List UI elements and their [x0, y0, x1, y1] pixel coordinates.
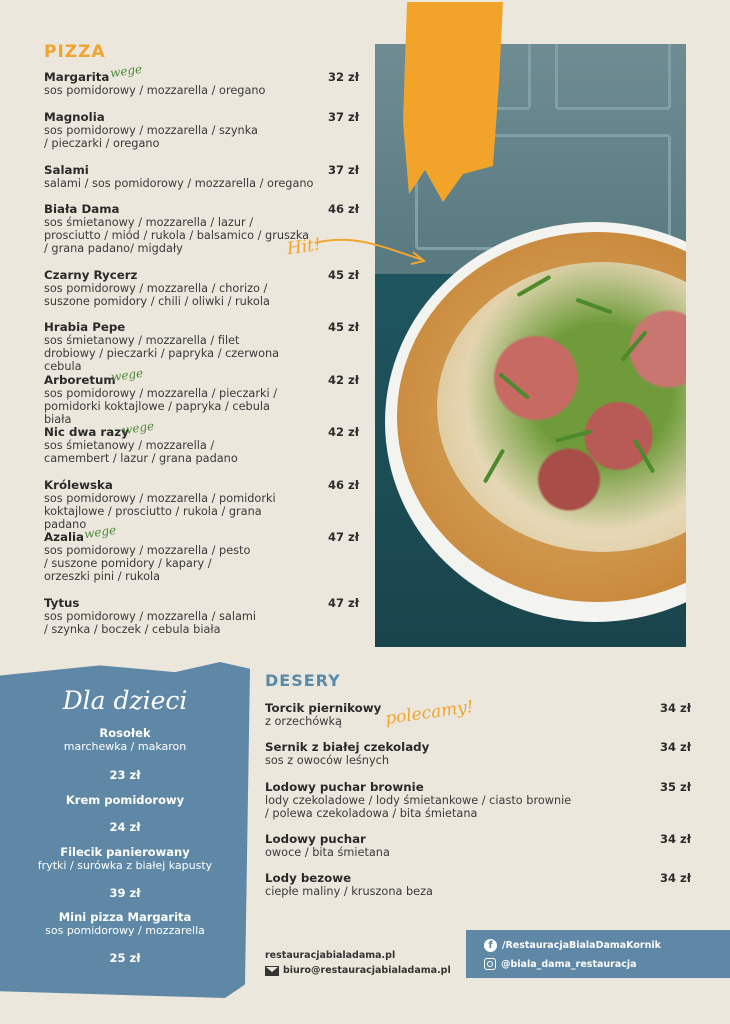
dessert-desc: z orzechówką [265, 715, 342, 728]
kids-item [0, 846, 250, 872]
dessert-desc: lody czekoladowe / lody śmietankowe / ciasto brownie / polewa czekoladowa / bita śmietana [265, 794, 572, 820]
pizza-name: Królewska [44, 478, 113, 492]
mail-icon [265, 966, 279, 976]
dessert-item [265, 701, 691, 728]
pizza-price: 42 zł [328, 373, 359, 387]
pizza-item [44, 70, 359, 97]
pizza-desc: sos pomidorowy / mozzarella / oregano [44, 84, 266, 97]
kids-item-name: Filecik panierowany [60, 845, 190, 859]
kids-item-name: Mini pizza Margarita [58, 910, 192, 924]
pizza-item [44, 596, 359, 636]
dessert-item [265, 832, 691, 859]
pizza-name: Salami [44, 163, 89, 177]
wege-tag: wege [83, 522, 117, 542]
pizza-name: Tytus [44, 596, 80, 610]
pizza-name: Azalia [44, 530, 85, 544]
pizza-desc: sos pomidorowy / mozzarella / salami / szynka / boczek / cebula biała [44, 610, 257, 636]
dessert-item [265, 871, 691, 898]
pizza-item [44, 163, 359, 190]
instagram-handle: @biala_dama_restauracja [501, 958, 637, 970]
pizza-item [44, 110, 359, 150]
dessert-name: Lodowy puchar brownie [265, 780, 424, 794]
pizza-desc: sos pomidorowy / mozzarella / szynka / pieczarki / oregano [44, 124, 258, 150]
pizza-price: 32 zł [328, 70, 359, 84]
wege-tag: wege [121, 418, 155, 438]
kids-menu-title: Dla dzieci [62, 686, 188, 715]
pizza-price: 37 zł [328, 163, 359, 177]
pizza-name: Margarita [44, 70, 110, 84]
dessert-desc: ciepłe maliny / kruszona beza [265, 885, 433, 898]
pizza-item [44, 530, 359, 583]
dessert-name: Lodowy puchar [265, 832, 366, 846]
dessert-name: Sernik z białej czekolady [265, 740, 430, 754]
pizza-item [44, 373, 359, 426]
pizza-name: Magnolia [44, 110, 105, 124]
pizza-price: 45 zł [328, 268, 359, 282]
dessert-price: 34 zł [660, 740, 691, 754]
dessert-price: 34 zł [660, 832, 691, 846]
kids-item-price: 24 zł [109, 820, 141, 834]
pizza-name: Arboretum [44, 373, 116, 387]
facebook-link[interactable] [484, 939, 661, 952]
pizza-desc: sos pomidorowy / mozzarella / chorizo / suszone pomidory / chili / oliwki / rukola [44, 282, 270, 308]
pizza-desc: salami / sos pomidorowy / mozzarella / oregano [44, 177, 314, 190]
kids-item [0, 911, 250, 937]
hit-tag: Hit! [285, 234, 323, 260]
pizza-section-title: PIZZA [44, 42, 106, 62]
pizza-item [44, 320, 359, 373]
pizza-price: 47 zł [328, 596, 359, 610]
pizza-item [44, 202, 359, 255]
kids-item [0, 727, 250, 753]
kids-item [0, 794, 250, 807]
kids-item-price: 23 zł [109, 768, 141, 782]
dessert-price: 35 zł [660, 780, 691, 794]
dessert-item [265, 740, 691, 767]
pizza-desc: sos pomidorowy / mozzarella / pomidorki koktajlowe / prosciutto / rukola / grana padano [44, 492, 276, 531]
pizza-name: Czarny Rycerz [44, 268, 138, 282]
pizza-item [44, 268, 359, 308]
dessert-price: 34 zł [660, 871, 691, 885]
pizza-price: 46 zł [328, 478, 359, 492]
pizza-name: Biała Dama [44, 202, 120, 216]
dessert-name: Torcik piernikowy [265, 701, 382, 715]
kids-item-name: Krem pomidorowy [65, 793, 185, 807]
pizza-price: 47 zł [328, 530, 359, 544]
facebook-handle: /RestauracjaBialaDamaKornik [502, 940, 661, 951]
kids-item-desc: frytki / surówka z białej kapusty [37, 859, 213, 872]
instagram-icon [484, 958, 496, 970]
wege-tag: wege [110, 365, 144, 385]
dessert-desc: sos z owoców leśnych [265, 754, 390, 767]
kids-item-price: 25 zł [109, 951, 141, 965]
kids-item-name: Rosołek [99, 726, 151, 740]
desery-section-title: DESERY [265, 671, 341, 690]
instagram-link[interactable] [484, 958, 637, 970]
wege-tag: wege [109, 61, 143, 81]
kids-item-price: 39 zł [109, 886, 141, 900]
pizza-price: 46 zł [328, 202, 359, 216]
pizza-desc: sos śmietanowy / mozzarella / filet drobiowy / pieczarki / papryka / czerwona cebula [44, 334, 280, 373]
pizza-name: Hrabia Pepe [44, 320, 126, 334]
dessert-price: 34 zł [660, 701, 691, 715]
pizza-desc: sos pomidorowy / mozzarella / pieczarki / pomidorki koktajlowe / papryka / cebula biała [44, 387, 278, 426]
hit-arrow-icon [305, 228, 435, 273]
social-panel [466, 930, 730, 978]
email-text: biuro@restauracjabialadama.pl [283, 965, 451, 976]
pizza-price: 45 zł [328, 320, 359, 334]
pizza-price: 42 zł [328, 425, 359, 439]
email-link[interactable] [265, 965, 451, 976]
pizza-item [44, 478, 359, 531]
dessert-name: Lody bezowe [265, 871, 352, 885]
polecamy-tag: polecamy! [384, 696, 475, 730]
dessert-item [265, 780, 691, 820]
facebook-icon: f [484, 939, 497, 952]
pizza-desc: sos śmietanowy / mozzarella / camembert / lazur / grana padano [44, 439, 238, 465]
dessert-desc: owoce / bita śmietana [265, 846, 390, 859]
pizza-desc: sos śmietanowy / mozzarella / lazur / prosciutto / miód / rukola / balsamico / gruszka / grana padano/ migdały [44, 216, 310, 255]
website-link[interactable]: restauracjabialadama.pl [265, 950, 396, 961]
kids-item-desc: marchewka / makaron [63, 740, 187, 753]
pizza-desc: sos pomidorowy / mozzarella / pesto / suszone pomidory / kapary / orzeszki pini / rukola [44, 544, 251, 583]
pizza-price: 37 zł [328, 110, 359, 124]
pizza-name: Nic dwa razy [44, 425, 129, 439]
kids-item-desc: sos pomidorowy / mozzarella [45, 924, 205, 937]
